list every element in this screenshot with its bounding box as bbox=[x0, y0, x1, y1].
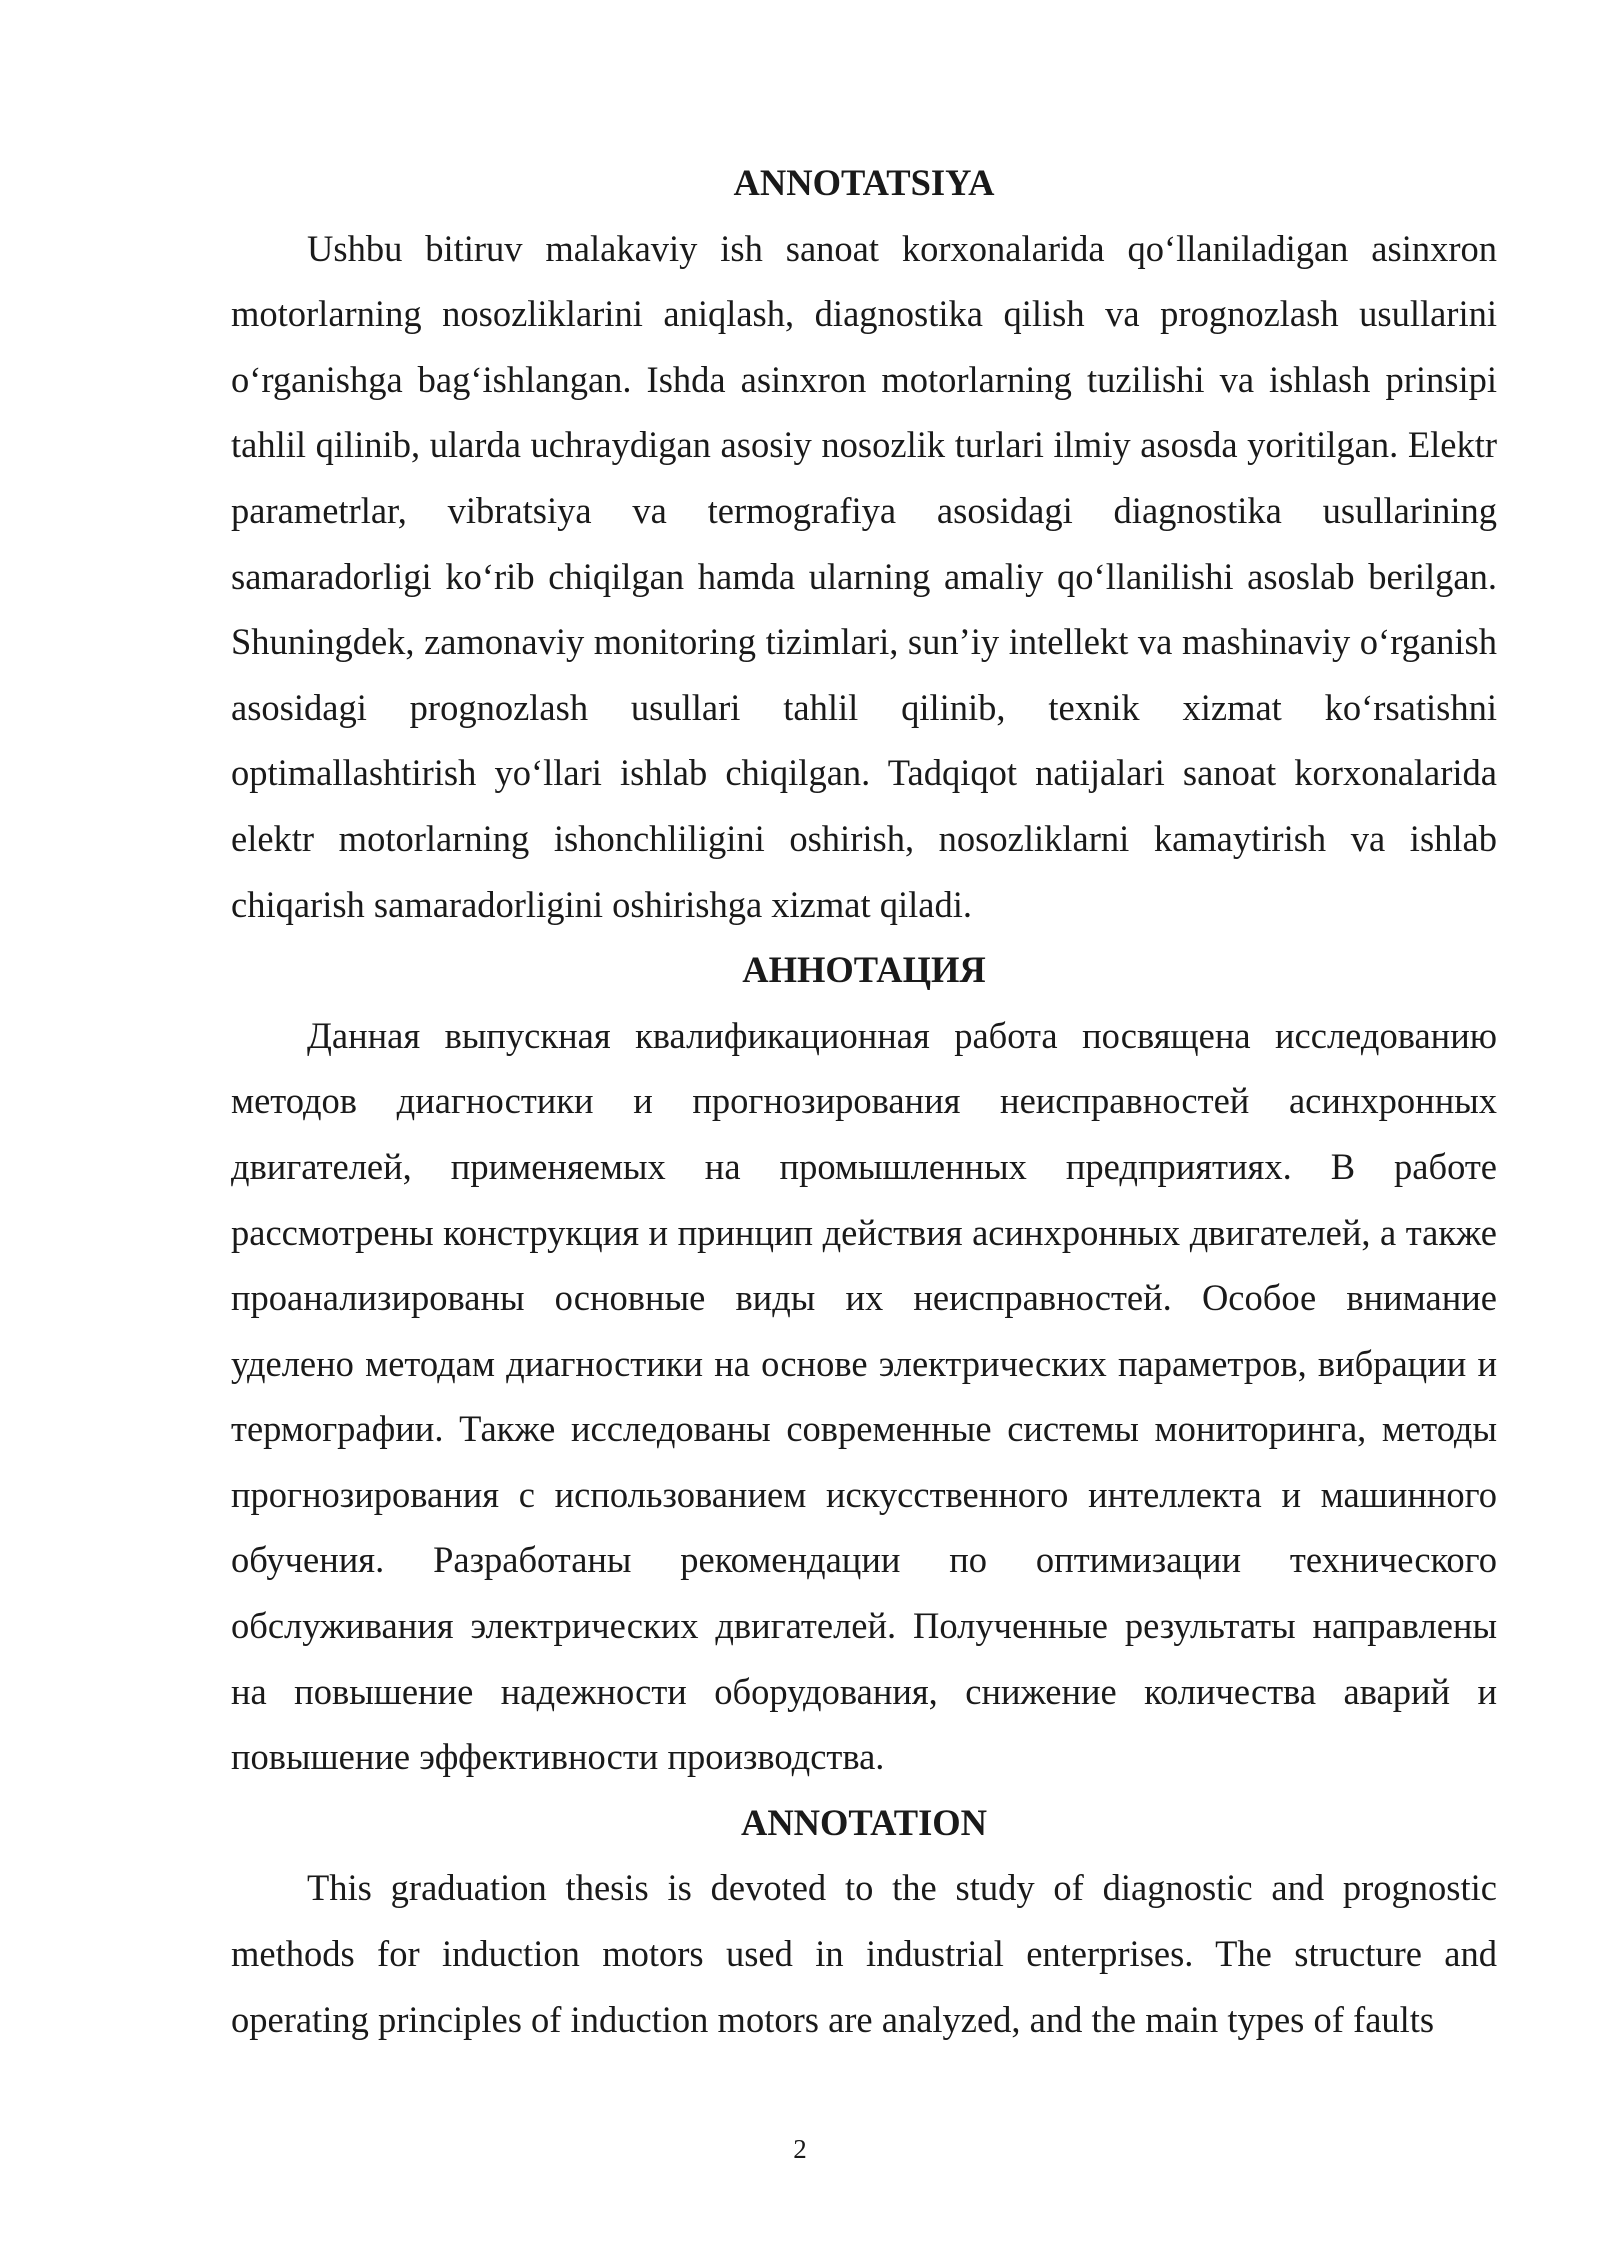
paragraph-english-annotation: This graduation thesis is devoted to the study of diagnostic and prognostic methods for induction motors used in industrial enterprises. The structure and operating principles of induction motors are analyzed, and the main types of faults bbox=[231, 1867, 1497, 2040]
heading-english-annotation: ANNOTATION bbox=[740, 1801, 988, 1843]
paragraph-uzbek-annotation: Ushbu bitiruv malakaviy ish sanoat korxonalarida qo‘llaniladigan asinxron motorlarning nosozliklarini aniqlash, diagnostika qilish va prognozlash usullarini o‘rganishga bag‘ishlangan. Ishda asinxron motorlarning tuzilishi va ishlash prinsipi tahlil qilinib, ularda uchraydigan asosiy nosozlik turlari ilmiy asosda yoritilgan. Elektr parametrlar, vibratsiya va termografiya asosidagi diagnostika usullarining samaradorligi ko‘rib chiqilgan hamda ularning amaliy qo‘llanilishi asoslab berilgan. Shuningdek, zamonaviy monitoring tizimlari, sun’iy intellekt va mashinaviy o‘rganish asosidagi prognozlash usullari tahlil qilinib, texnik xizmat ko‘rsatishni optimallashtirish yo‘llari ishlab chiqilgan. Tadqiqot natijalari sanoat korxonalarida elektr motorlarning ishonchliligini oshirish, nosozliklarni kamaytirish va ishlab chiqarish samaradorligini oshirishga xizmat qiladi. bbox=[231, 227, 1497, 925]
heading-russian-annotation: АННОТАЦИЯ bbox=[742, 949, 986, 991]
paragraph-russian-annotation: Данная выпускная квалификационная работа посвящена исследованию методов диагностики и прогнозирования неисправностей асинхронных двигателей, применяемых на промышленных предприятиях. В работе рассмотрены конструкция и принцип действия асинхронных двигателей, а также проанализированы основные виды их неисправностей. Особое внимание уделено методам диагностики на основе электрических параметров, вибрации и термографии. Также исследованы современные системы мониторинга, методы прогнозирования с использованием искусственного интеллекта и машинного обучения. Разработаны рекомендации по оптимизации технического обслуживания электрических двигателей. Полученные результаты направлены на повышение надежности оборудования, снижение количества аварий и повышение эффективности производства. bbox=[231, 1014, 1497, 1778]
page-number: 2 bbox=[793, 2134, 807, 2164]
page-content bbox=[231, 150, 1497, 2052]
heading-uzbek-annotation: ANNOTATSIYA bbox=[733, 162, 995, 203]
